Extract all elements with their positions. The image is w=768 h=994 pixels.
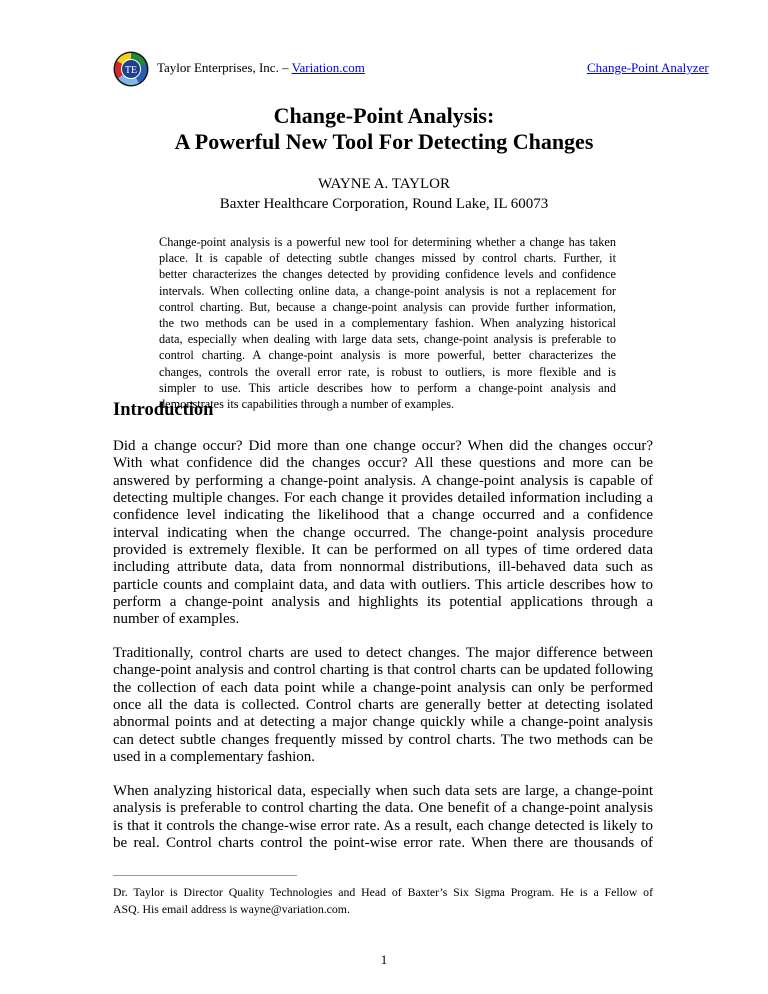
text-line: simpler to use. This article describes how to perform a change-point analysis and [159,380,616,395]
text-line: intervals. When collecting online data, a change-point analysis is not a replacement for [159,283,616,298]
text-line: including attribute data, data from nonnormal distributions, ill-behaved data such as [113,559,653,576]
footnote [113,884,653,918]
text-line: particle counts and complaint data, and data with outliers. This article describes how to [113,576,653,593]
text-line: be real. Control charts control the point-wise error rate. When there are thousands of [113,835,653,852]
text-line: provided is extremely flexible. It can be performed on all types of time ordered data [113,542,653,559]
text-line: confidence level indicating the likelihood that a change occurred and a confidence [113,507,653,524]
paragraph-3 [113,783,653,852]
text-line: analysis is preferable to control charting the data. One benefit of a change-point analysis [113,800,653,817]
author-name: WAYNE A. TAYLOR [317,176,450,192]
text-line: ASQ. His email address is wayne@variation.com. [113,902,350,916]
text-line: With what confidence did the changes occur? All these questions and more can be [113,455,653,472]
text-line: demonstrates its capabilities through a number of examples. [159,396,455,411]
text-line: change-point analysis and control charting is that control charts can be updated following [113,662,653,679]
company-name: Taylor Enterprises, Inc. – [157,60,292,75]
text-line: abnormal points and at detecting a major change quickly while a change-point analysis [113,714,653,731]
text-line: the two methods can be used in a complementary fashion. When analyzing historical [159,315,616,330]
footnote-divider [113,875,297,876]
change-point-analyzer-link[interactable]: Change-Point Analyzer [587,60,709,75]
text-line: the collection of each data point while a change-point analysis can only be performed [113,679,653,696]
text-line: used in a complementary fashion. [113,749,316,766]
text-line: interval indicating when the change occurred. The change-point analysis procedure [113,524,653,541]
svg-text:TE: TE [124,65,138,76]
text-line: perform a change-point analysis and highlights its potential applications through a [113,594,653,611]
taylor-enterprises-logo [113,51,149,87]
text-line: Change-point analysis is a powerful new tool for determining whether a change has taken [159,235,616,249]
text-line: answered by performing a change-point analysis. A change-point analysis is capable of [113,472,653,489]
text-line: place. It is capable of detecting subtle changes missed by control charts. Further, it [159,251,616,266]
text-line: number of examples. [113,611,240,628]
text-line: control charting. But, because a change-point analysis can provide further information, [159,299,616,314]
title-line-1: Change-Point Analysis: [273,103,495,128]
text-line: Dr. Taylor is Director Quality Technologies and Head of Baxter’s Six Sigma Program. He is a Fellow of [113,885,653,899]
text-line: is that it controls the change-wise error rate. As a result, each change detected is likely to [113,817,653,834]
paragraph-1 [113,438,653,629]
author-affiliation: Baxter Healthcare Corporation, Round Lake, IL 60073 [219,196,549,212]
text-line: better characterizes the changes detected by providing confidence levels and confidence [159,267,616,282]
text-line: data, especially when dealing with large data sets, change-point analysis is preferable to [159,332,616,347]
section-heading-introduction: Introduction [113,400,214,420]
text-line: Traditionally, control charts are used to detect changes. The major difference between [113,645,653,661]
header-right [587,58,709,78]
header-left [157,58,365,78]
text-line: Did a change occur? Did more than one change occur? When did the changes occur? [113,438,653,454]
text-line: detecting multiple changes. For each change it provides detailed information including a [113,490,653,507]
text-line: control charting. A change-point analysis is more powerful, better characterizes the [159,348,616,363]
text-line: changes, controls the overall error rate, is robust to outliers, is more flexible and is [159,364,616,379]
paragraph-2 [113,645,653,766]
title-line-2: A Powerful New Tool For Detecting Changes [174,129,594,154]
variation-com-link[interactable]: Variation.com [291,60,365,75]
page-number: 1 [380,952,388,967]
text-line: once all the data is collected. Control charts are generally better at detecting isolated [113,697,653,714]
abstract [159,234,616,412]
text-line: When analyzing historical data, especially when such data sets are large, a change-point [113,783,653,799]
text-line: can detect subtle changes frequently missed by control charts. The two methods can be [113,731,653,748]
